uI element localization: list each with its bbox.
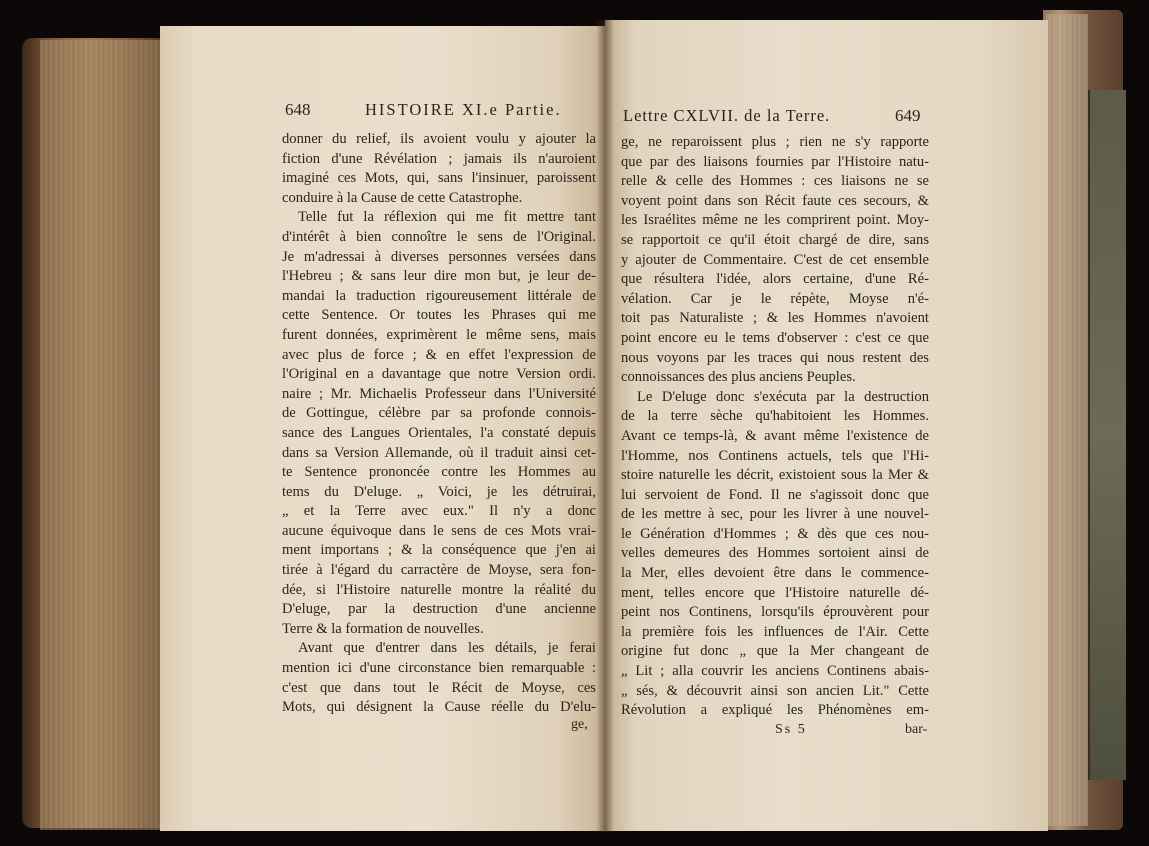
text-line: stoire naturelle les décrit, existoient sous la Mer & <box>621 467 929 484</box>
text-line: Telle fut la réflexion qui me fit mettre tant <box>298 209 596 226</box>
text-line: mandai la traduction rigoureusement littérale de <box>282 287 596 304</box>
text-line: donner du relief, ils avoient voulu y ajouter la <box>282 131 596 147</box>
text-line: se rapportoit ce qu'il étoit chargé de dire, sans <box>621 231 929 248</box>
text-line: D'eluge, par la destruction d'une ancienne <box>282 601 596 618</box>
text-line: velles demeures des Hommes sortoient ainsi de <box>621 545 929 562</box>
text-line: avec plus de force ; & en effet l'expression de <box>282 346 596 363</box>
text-line: sance des Langues Orientales, l'a constaté depuis <box>282 424 596 441</box>
right-page-edges <box>1046 14 1088 826</box>
text-line: aucune équivoque dans le sens de ces Mots vrai- <box>282 522 596 539</box>
text-line: d'intérêt à bien connoître le sens de l'Original. <box>282 228 596 245</box>
text-line: de Gottingue, célèbre par sa profonde connois- <box>282 405 596 422</box>
right-board <box>1088 90 1126 780</box>
left-catchword: ge, <box>571 717 588 732</box>
text-line: que par des liaisons fournies par l'Histoire natu- <box>621 153 929 170</box>
text-line: dans sa Version Allemande, où il traduit ainsi cet- <box>282 444 596 461</box>
text-line: nous voyons par les traces qui nous restent des <box>621 349 929 366</box>
left-page <box>160 26 610 831</box>
text-line: que résultera l'idée, alors certaine, d'une Ré- <box>621 271 929 288</box>
left-page-number: 648 <box>285 100 311 119</box>
text-line: point encore eu le tems d'observer : c'est ce que <box>621 329 929 346</box>
right-catchword: bar- <box>905 722 928 737</box>
text-line: Révolution a expliqué les Phénomènes em- <box>621 702 929 719</box>
text-line: y ajouter de Commentaire. C'est de cet ensemble <box>621 251 929 268</box>
text-line: peint nos Continens, lorsqu'ils éprouvèrent pour <box>621 604 929 621</box>
text-line: le Génération d'Hommes ; & dès que ces nou- <box>621 525 929 542</box>
text-line: de la terre sèche qu'habitoient les Hommes. <box>621 408 929 425</box>
text-line: relle & celle des Hommes : ces liaisons ne se <box>621 173 929 190</box>
signature-mark: Ss 5 <box>775 722 807 737</box>
text-line: toit pas Naturaliste ; & les Hommes n'avoient <box>621 310 929 327</box>
text-line: dée, si l'Histoire naturelle montre la réalité du <box>282 581 596 598</box>
left-running-title: HISTOIRE XI.e Partie. <box>365 100 562 119</box>
text-line: ment, telles encore que l'Histoire naturelle dé- <box>621 584 929 601</box>
right-page-text <box>621 133 929 721</box>
text-line: Je m'adressai à diverses personnes versées dans <box>282 248 596 265</box>
text-line: tems du D'eluge. „ Voici, je les détruirai, <box>282 483 596 500</box>
text-line: ment importans ; & la conséquence que j'en ai <box>282 542 596 559</box>
text-line: „ sés, & découvrit ainsi son ancien Lit." Cette <box>621 682 929 699</box>
text-line: Mots, qui désignent la Cause réelle du D'elu- <box>282 699 596 716</box>
text-line: l'Hebreu ; & sans leur dire mon but, je leur de- <box>282 268 596 285</box>
text-line: fiction d'une Révélation ; jamais ils n'auroient <box>282 150 596 167</box>
text-line: origine fut donc „ que la Mer changeant de <box>621 643 929 660</box>
text-line: „ Lit ; alla couvrir les anciens Continens abais- <box>621 663 929 680</box>
left-page-text <box>282 130 596 718</box>
text-line: l'Homme, nos Continens actuels, tels que l'Hi- <box>621 447 929 464</box>
left-page-edges <box>40 40 166 830</box>
text-line: l'Original en a davantage que notre Version ordi. <box>282 366 596 383</box>
text-line: tirée à l'égard du carractère de Moyse, sera fon- <box>282 562 596 579</box>
text-line: ge, ne reparoissent plus ; rien ne s'y rapporte <box>621 134 929 150</box>
right-running-title: Lettre CXLVII. de la Terre. <box>623 106 831 125</box>
text-line: lui servoient de Fond. Il ne s'agissoit donc que <box>621 486 929 503</box>
text-line: naire ; Mr. Michaelis Professeur dans l'Université <box>282 385 596 402</box>
text-line: c'est que dans tout le Récit de Moyse, ces <box>282 679 596 696</box>
text-line: Avant ce temps-là, & avant même l'existence de <box>621 427 929 444</box>
right-page <box>605 20 1048 831</box>
text-line: vélation. Car je le répète, Moyse n'é- <box>621 290 929 307</box>
text-line: la Mer, elles devoient être dans le commence- <box>621 565 929 582</box>
text-line: „ et la Terre avec eux." Il n'y a donc <box>282 503 596 520</box>
text-line: Le D'eluge donc s'exécuta par la destruction <box>637 388 929 405</box>
book-gutter <box>596 20 614 832</box>
text-line: cette Sentence. Or toutes les Phrases qui me <box>282 307 596 324</box>
text-line: Terre & la formation de nouvelles. <box>282 620 484 637</box>
right-page-number: 649 <box>895 106 921 125</box>
text-line: imaginé ces Mots, qui, sans l'insinuer, paroissent <box>282 170 596 187</box>
text-line: voyent point dans son Récit faute ces secours, & <box>621 192 929 209</box>
text-line: mention ici d'une circonstance bien remarquable : <box>282 660 596 677</box>
text-line: conduire à la Cause de cette Catastrophe. <box>282 189 523 206</box>
text-line: de les mettre à sec, pour les livrer à une nouvel- <box>621 506 929 523</box>
text-line: te Sentence prononcée contre les Hommes au <box>282 464 596 481</box>
text-line: furent données, exprimèrent le même sens, mais <box>282 326 596 343</box>
text-line: les Israélites même ne les comprirent point. Moy- <box>621 212 929 229</box>
text-line: connoissances des plus anciens Peuples. <box>621 369 856 386</box>
text-line: la première fois les influences de l'Air. Cette <box>621 623 929 640</box>
text-line: Avant que d'entrer dans les détails, je ferai <box>298 640 596 657</box>
